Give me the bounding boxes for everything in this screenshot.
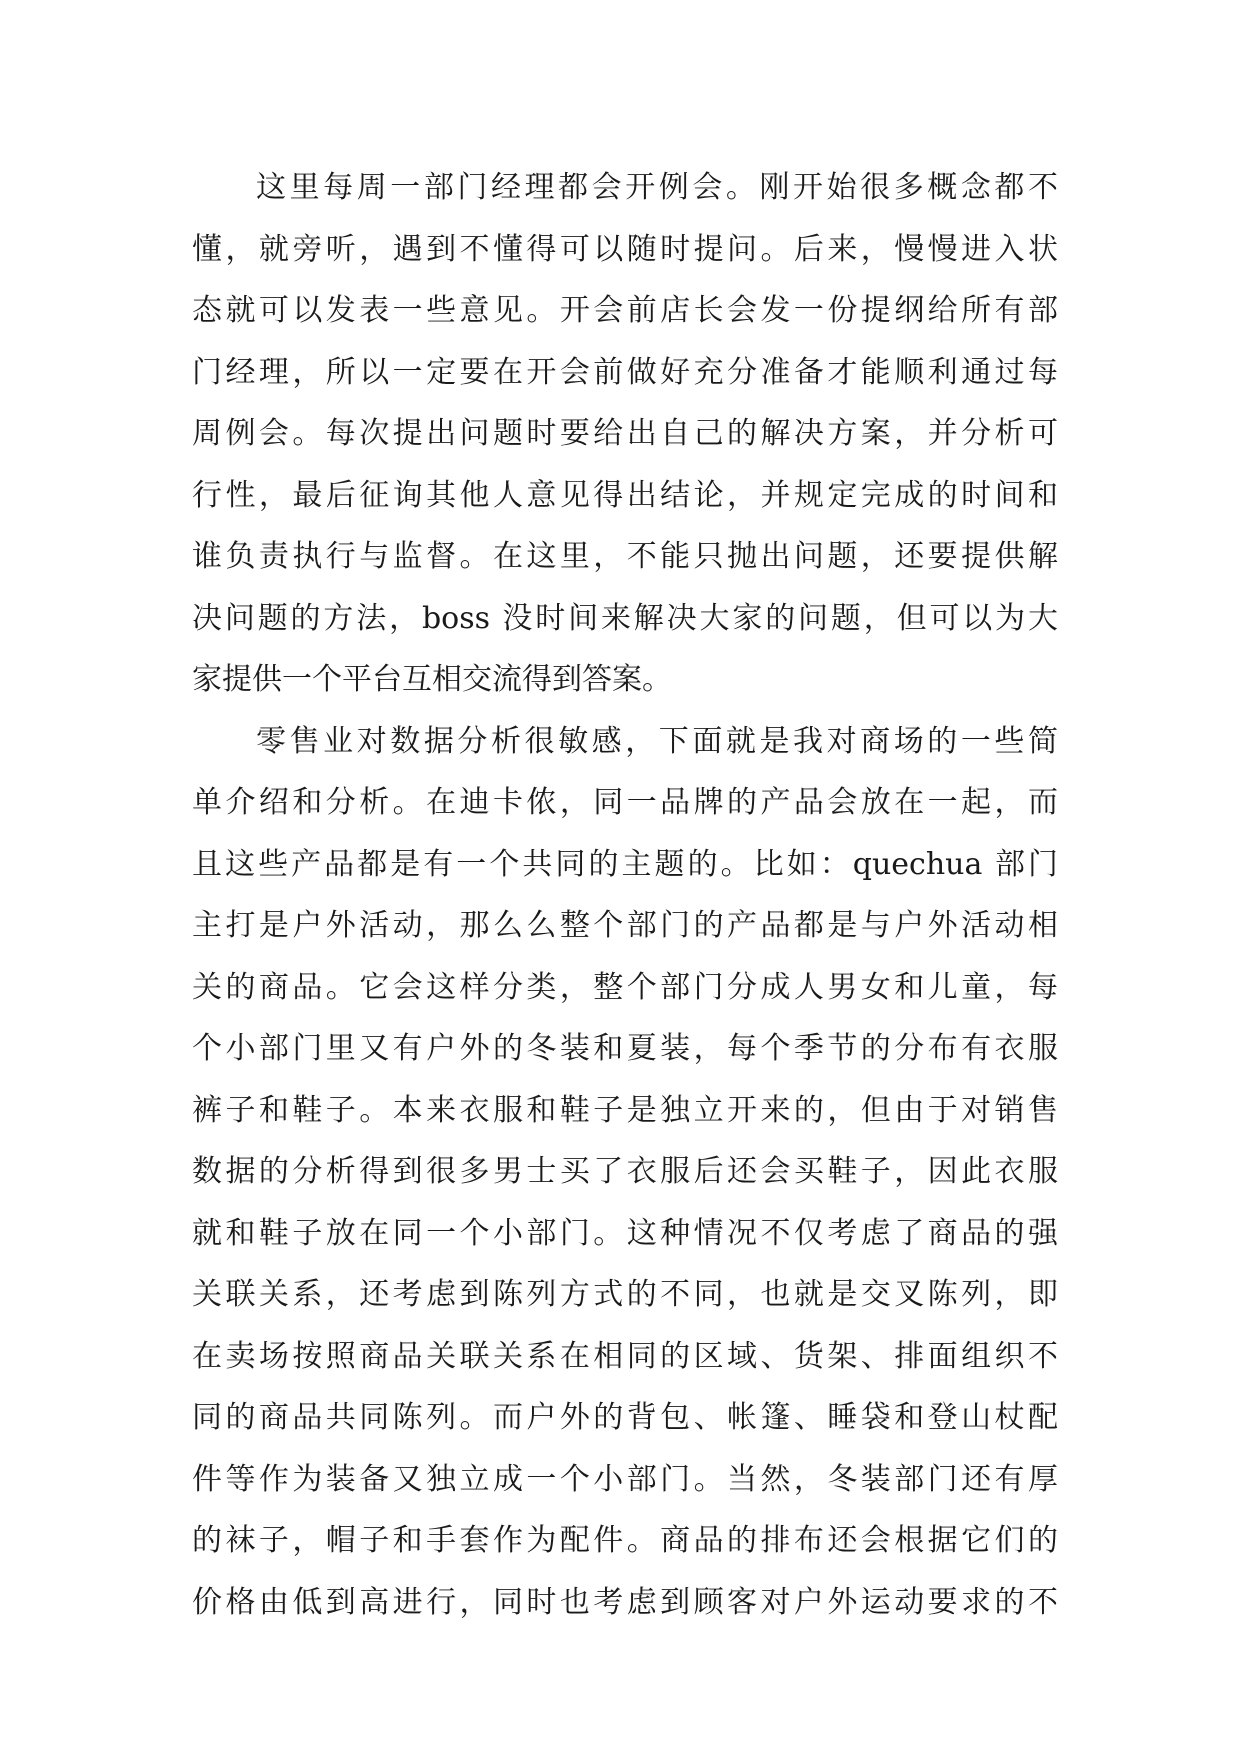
paragraph-line: 行性，最后征询其他人意见得出结论，并规定完成的时间和	[192, 477, 1058, 513]
paragraph-line: 件等作为装备又独立成一个小部门。当然，冬装部门还有厚	[192, 1461, 1058, 1497]
paragraph-line: 决问题的方法，boss 没时间来解决大家的问题，但可以为大	[192, 600, 1058, 636]
paragraph-line: 同的商品共同陈列。而户外的背包、帐篷、睡袋和登山杖配	[192, 1400, 1058, 1435]
paragraph-line: 数据的分析得到很多男士买了衣服后还会买鞋子，因此衣服	[192, 1154, 1058, 1189]
paragraph-line: 就和鞋子放在同一个小部门。这种情况不仅考虑了商品的强	[192, 1215, 1058, 1251]
paragraph-2	[192, 711, 1058, 1634]
paragraph-line: 关的商品。它会这样分类，整个部门分成人男女和儿童，每	[192, 969, 1058, 1005]
paragraph-line: 的袜子，帽子和手套作为配件。商品的排布还会根据它们的	[192, 1523, 1058, 1558]
paragraph-line: 单介绍和分析。在迪卡侬，同一品牌的产品会放在一起，而	[192, 785, 1058, 820]
paragraph-1	[192, 157, 1058, 711]
paragraph-line: 关联关系，还考虑到陈列方式的不同，也就是交叉陈列，即	[192, 1277, 1058, 1312]
paragraph-line: 家提供一个平台互相交流得到答案。	[192, 662, 672, 697]
paragraph-line: 谁负责执行与监督。在这里，不能只抛出问题，还要提供解	[192, 539, 1058, 574]
paragraph-line: 价格由低到高进行，同时也考虑到顾客对户外运动要求的不	[192, 1584, 1058, 1620]
paragraph-line: 且这些产品都是有一个共同的主题的。比如：quechua 部门	[192, 846, 1058, 882]
paragraph-line: 零售业对数据分析很敏感，下面就是我对商场的一些简	[256, 723, 1058, 759]
paragraph-line: 周例会。每次提出问题时要给出自己的解决方案，并分析可	[192, 416, 1058, 451]
paragraph-line: 在卖场按照商品关联关系在相同的区域、货架、排面组织不	[192, 1338, 1058, 1374]
paragraph-line: 态就可以发表一些意见。开会前店长会发一份提纲给所有部	[192, 293, 1058, 328]
body-text	[192, 157, 1058, 1633]
paragraph-line: 主打是户外活动，那么么整个部门的产品都是与户外活动相	[192, 908, 1058, 943]
paragraph-line: 裤子和鞋子。本来衣服和鞋子是独立开来的，但由于对销售	[192, 1092, 1058, 1128]
paragraph-line: 这里每周一部门经理都会开例会。刚开始很多概念都不	[256, 170, 1058, 205]
paragraph-line: 门经理，所以一定要在开会前做好充分准备才能顺利通过每	[192, 354, 1058, 390]
paragraph-line: 懂，就旁听，遇到不懂得可以随时提问。后来，慢慢进入状	[192, 231, 1058, 267]
paragraph-line: 个小部门里又有户外的冬装和夏装，每个季节的分布有衣服	[192, 1031, 1058, 1066]
